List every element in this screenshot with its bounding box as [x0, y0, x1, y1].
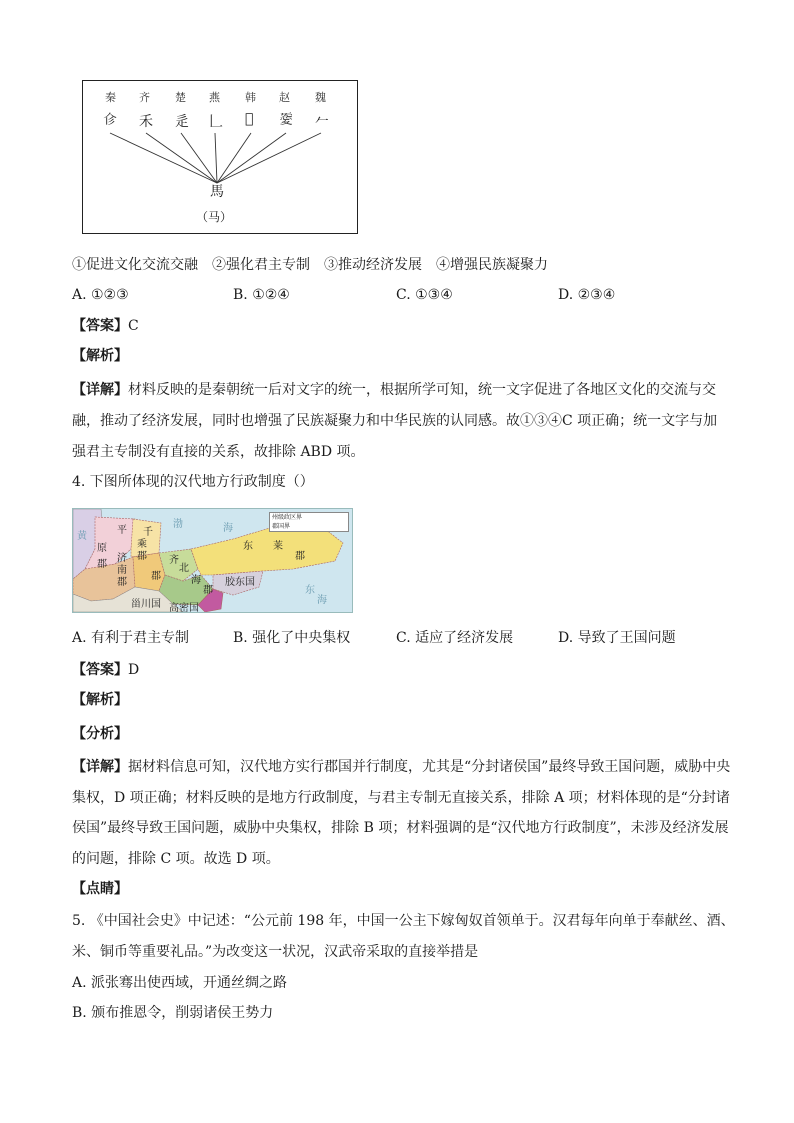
q4-analysis-label: 【解析】 — [72, 692, 128, 708]
sea-label: 海 — [223, 523, 233, 534]
region-label: 郡 — [137, 551, 147, 562]
state-label: 燕 — [209, 91, 220, 104]
sea-label: 黄 — [77, 531, 87, 542]
q4-detail-line: 的问题，排除 C 项。故选 D 项。 — [72, 851, 280, 867]
q3-detail-line — [72, 380, 716, 400]
q4-answer — [72, 660, 139, 680]
region-label: 海 — [191, 575, 201, 586]
sea-label: 东 — [305, 585, 315, 596]
han-map-figure — [72, 508, 353, 613]
region-label: 莱 — [273, 541, 283, 552]
region-label: 平 — [117, 525, 127, 536]
map-legend — [269, 512, 349, 532]
ancient-char: 𢒃 — [103, 112, 117, 128]
detail-label: 【详解】 — [72, 759, 128, 775]
legend-state-border: 州级政区界 — [272, 514, 303, 521]
q4-dianjing-label: 【点睛】 — [72, 881, 128, 897]
q3-detail-line: 融，推动了经济发展，同时也增强了民族凝聚力和中华民族的认同感。故①③④C 项正确；统一文字与加 — [72, 413, 718, 429]
q3-option-c: C. ①③④ — [396, 287, 453, 303]
q4-detail-line — [72, 757, 730, 777]
q5-stem-line: 5. 《中国社会史》中记述：“公元前 198 年，中国一公主下嫁匈奴首领单于。汉君每年向单于奉献丝、酒、 — [72, 913, 735, 929]
q3-answer — [72, 316, 139, 336]
state-label: 赵 — [279, 91, 290, 104]
q4-option-d: D. 导致了王国问题 — [558, 630, 676, 646]
character-evolution-figure — [82, 80, 358, 234]
ancient-char: ⾡ — [175, 114, 189, 130]
q3-option-b: B. ①②④ — [233, 287, 290, 303]
q4-detail-line: 集权，D 项正确；材料反映的是地方行政制度，与君主专制无直接关系，排除 A 项；材料体现的是“分封诸 — [72, 790, 730, 806]
q5-stem-line: 米、铜币等重要礼品。”为改变这一状况，汉武帝采取的直接举措是 — [72, 944, 479, 960]
answer-value: D — [128, 662, 140, 678]
sea-label: 渤 — [173, 519, 183, 530]
legend-commandery-border: 郡国界 — [272, 523, 291, 530]
q3-statements: ①促进文化交流交融 ②强化君主专制 ③推动经济发展 ④增强民族凝聚力 — [72, 257, 548, 273]
region-label: 乘 — [137, 539, 147, 550]
region-label: 郡 — [151, 571, 161, 582]
region-label: 胶东国 — [225, 577, 255, 588]
q3-option-a: A. ①②③ — [72, 287, 129, 303]
state-label: 魏 — [315, 91, 326, 104]
state-label: 韩 — [245, 91, 256, 104]
region-label: 郡 — [117, 577, 127, 588]
ancient-char: 𢙴 — [279, 112, 293, 128]
region-label: 千 — [143, 527, 153, 538]
answer-value: C — [128, 318, 139, 334]
state-label: 楚 — [175, 91, 186, 104]
region-label: 郡 — [203, 585, 213, 596]
q4-detail-line: 侯国”最终导致王国问题，威胁中央集权，排除 B 项；材料强调的是“汉代地方行政制度”，未涉及经济发展 — [72, 820, 729, 836]
answer-label: 【答案】 — [72, 662, 128, 678]
q4-option-b: B. 强化了中央集权 — [233, 630, 351, 646]
detail-text: 据材料信息可知，汉代地方实行郡国并行制度，尤其是“分封诸侯国”最终导致王国问题，威胁中央 — [128, 759, 731, 775]
region-label: 原 — [97, 543, 107, 554]
q4-option-a: A. 有利于君主专制 — [72, 630, 190, 646]
region-label: 郡 — [295, 551, 305, 562]
region-label: 济 — [117, 553, 127, 564]
q4-fenxi-label: 【分析】 — [72, 726, 128, 742]
center-character-label: （马） — [196, 210, 233, 224]
q3-analysis-label: 【解析】 — [72, 348, 128, 364]
q5-option-a: A. 派张骞出使西域，开通丝绸之路 — [72, 975, 288, 991]
detail-text: 材料反映的是秦朝统一后对文字的统一，根据所学可知，统一文字促进了各地区文化的交流与交 — [128, 382, 716, 398]
region-label: 高密国 — [169, 603, 199, 613]
q5-option-b: B. 颁布推恩令，削弱诸侯王势力 — [72, 1005, 274, 1021]
q3-detail-line: 强君主专制没有直接的关系，故排除 ABD 项。 — [72, 444, 365, 460]
sea-label: 海 — [317, 595, 327, 606]
ancient-char: 𠃊 — [209, 114, 223, 130]
ancient-char: 𡴀 — [245, 111, 254, 127]
q4-stem: 4. 下图所体现的汉代地方行政制度（） — [72, 474, 314, 490]
state-label: 齐 — [139, 91, 150, 104]
ancient-char: 禾 — [139, 114, 153, 130]
center-character: 馬 — [210, 184, 224, 200]
region-label: 齐 — [169, 555, 179, 566]
detail-label: 【详解】 — [72, 382, 128, 398]
region-label: 北 — [179, 563, 189, 574]
state-label: 秦 — [105, 91, 116, 104]
region-label: 郡 — [97, 559, 107, 570]
ancient-char: 𠂉 — [315, 114, 329, 130]
q3-option-d: D. ②③④ — [558, 287, 616, 303]
region-label: 南 — [117, 565, 127, 576]
q4-option-c: C. 适应了经济发展 — [396, 630, 514, 646]
answer-label: 【答案】 — [72, 318, 128, 334]
region-label: 东 — [243, 541, 253, 552]
region-label: 甾川国 — [131, 599, 161, 610]
